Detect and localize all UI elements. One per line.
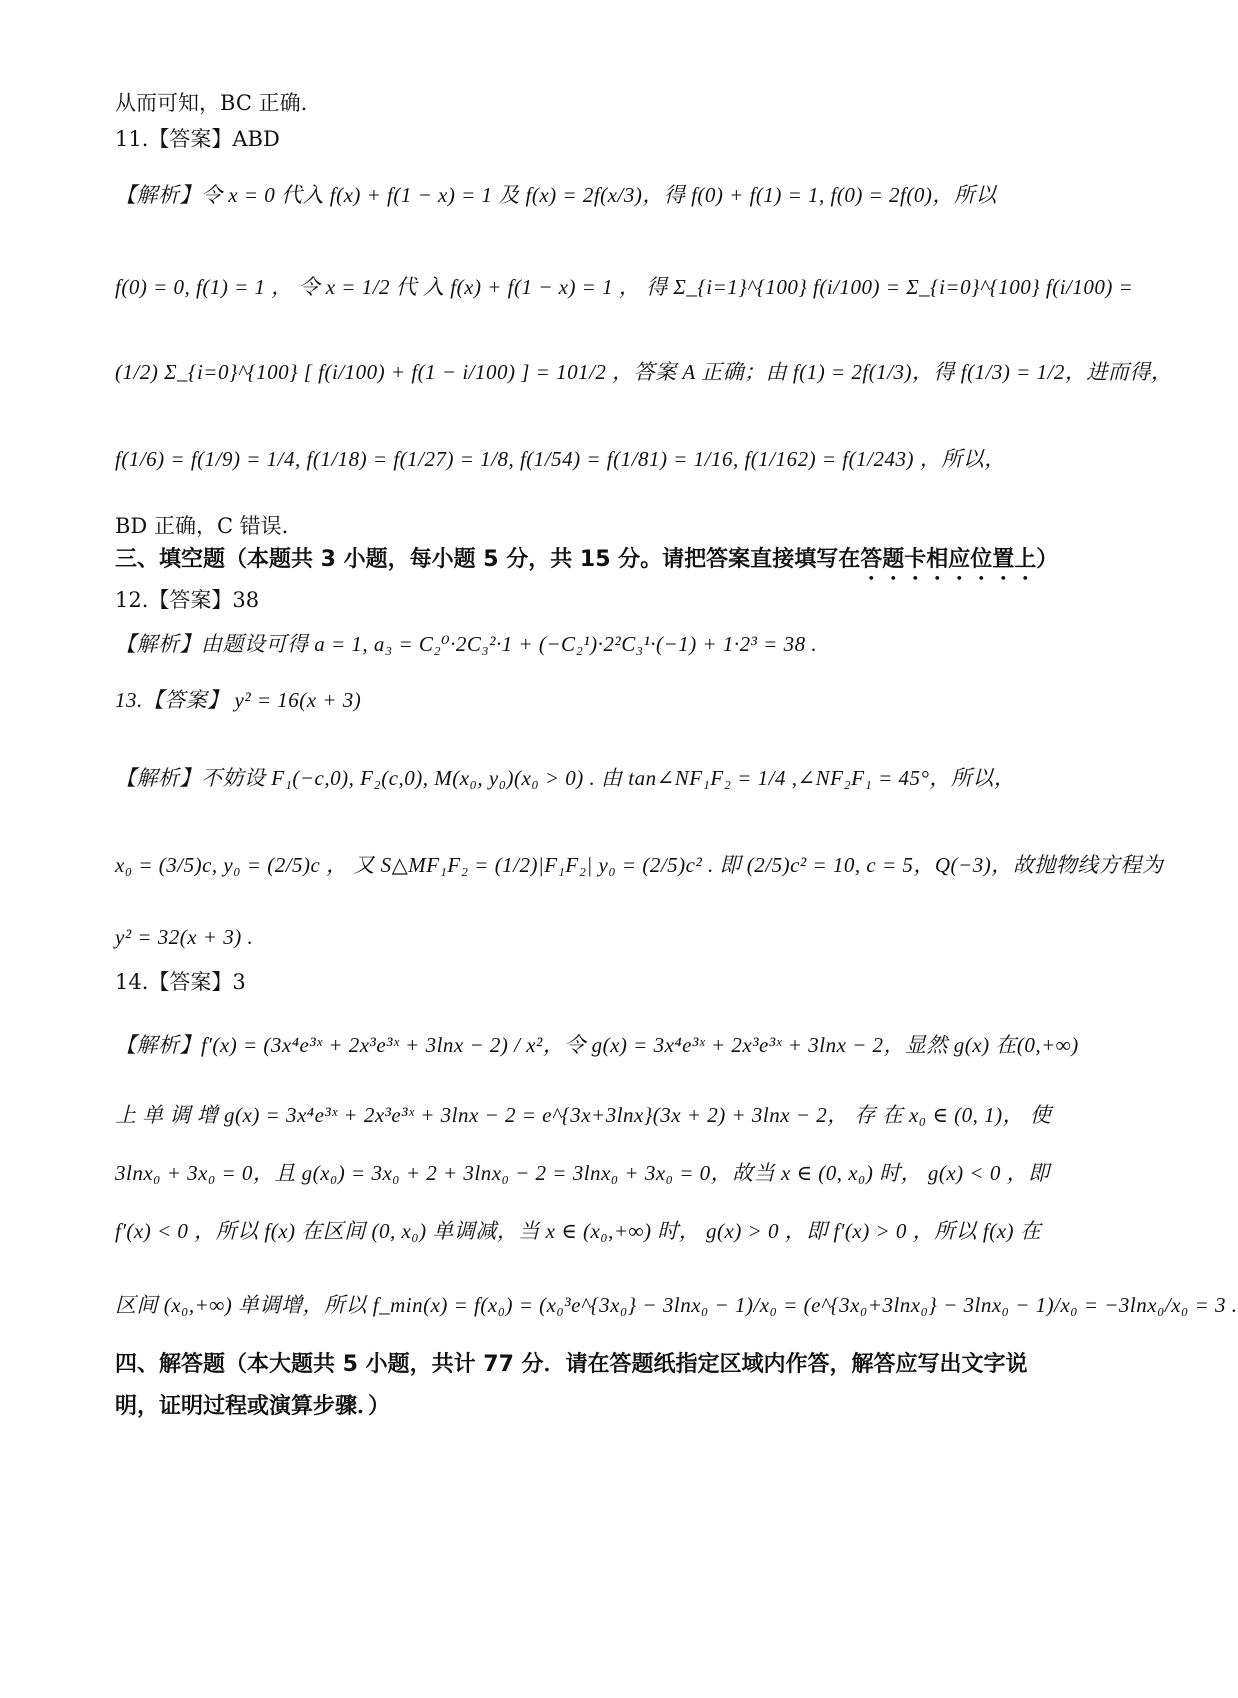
section-3-heading-text: 三、填空题（本题共 3 小题，每小题 5 分，共 15 分。请把答案直接填写在: [115, 547, 861, 572]
solution-14-line-5: 区间 (x₀,+∞) 单调增，所以 f_min(x) = f(x₀) = (x₀³e^{3x₀} − 3lnx₀ − 1)/x₀ = (e^{3x₀+3lnx₀} − 3lnx₀ − 1)/x₀ = −3lnx₀/x₀ = 3 .: [115, 1293, 1238, 1317]
solution-13-line-2: x₀ = (3/5)c, y₀ = (2/5)c ， 又 S△MF₁F₂ = (1/2)|F₁F₂| y₀ = (2/5)c² . 即 (2/5)c² = 10, c = 5，Q(−3)，故抛物线方程为: [115, 853, 1164, 877]
solution-13-line-1: 【解析】不妨设 F₁(−c,0), F₂(c,0), M(x₀, y₀)(x₀ > 0) . 由 tan∠NF₁F₂ = 1/4 ,∠NF₂F₁ = 45°，所以，: [115, 766, 1016, 790]
section-3-heading: [115, 545, 1100, 585]
section-3-heading-emphasis: 答题卡相应位置上: [860, 547, 1037, 572]
solution-11-conclusion: BD 正确，C 错误.: [115, 514, 289, 538]
solution-14-line-4: f′(x) < 0 ，所以 f(x) 在区间 (0, x₀) 单调减，当 x ∈ (x₀,+∞) 时， g(x) > 0 ，即 f′(x) > 0 ，所以 f(x) 在: [115, 1219, 1042, 1243]
solution-14-line-3: 3lnx₀ + 3x₀ = 0，且 g(x₀) = 3x₀ + 2 + 3lnx₀ − 2 = 3lnx₀ + 3x₀ = 0，故当 x ∈ (0, x₀) 时， g(x) < 0 ，即: [115, 1161, 1050, 1185]
solution-11-line-4: f(1/6) = f(1/9) = 1/4, f(1/18) = f(1/27) = 1/8, f(1/54) = f(1/81) = 1/16, f(1/162) = f(1/243) ，所以，: [115, 447, 1006, 471]
solution-11-line-1: 【解析】令 x = 0 代入 f(x) + f(1 − x) = 1 及 f(x) = 2f(x/3)，得 f(0) + f(1) = 1, f(0) = 2f(0)，所以: [115, 183, 997, 207]
section-4-heading-line-2: 明，证明过程或演算步骤．）: [115, 1394, 391, 1419]
section-3-heading-close: ）: [1036, 547, 1059, 572]
solution-11-line-3: (1/2) Σ_{i=0}^{100} [ f(i/100) + f(1 − i/100) ] = 101/2 ，答案 A 正确；由 f(1) = 2f(1/3)，得 f(1/3) = 1/2，进而得，: [115, 360, 1173, 384]
text-line: 从而可知，BC 正确.: [115, 91, 308, 115]
solution-13-line-3: y² = 32(x + 3) .: [115, 925, 254, 949]
section-4-heading-line-1: 四、解答题（本大题共 5 小题，共计 77 分．请在答题纸指定区域内作答，解答应写出文字说: [115, 1352, 1028, 1377]
answer-14-label: 14.【答案】3: [115, 970, 246, 994]
solution-14-line-1: 【解析】f′(x) = (3x⁴e³ˣ + 2x³e³ˣ + 3lnx − 2) / x²，令 g(x) = 3x⁴e³ˣ + 2x³e³ˣ + 3lnx − 2，显然 g(x) 在(0,+∞): [115, 1033, 1079, 1057]
answer-11-label: 11.【答案】ABD: [115, 127, 280, 151]
answer-13-label: 13.【答案】 y² = 16(x + 3): [115, 688, 362, 712]
solution-14-line-2: 上 单 调 增 g(x) = 3x⁴e³ˣ + 2x³e³ˣ + 3lnx − 2 = e^{3x+3lnx}(3x + 2) + 3lnx − 2， 存 在 x₀ ∈ (0, 1)， 使: [115, 1103, 1052, 1127]
solution-11-line-2: f(0) = 0, f(1) = 1 ， 令 x = 1/2 代 入 f(x) + f(1 − x) = 1 ， 得 Σ_{i=1}^{100} f(i/100) = Σ_{i=0}^{100} f(i/100) =: [115, 275, 1134, 299]
solution-12: 【解析】由题设可得 a = 1, a₃ = C₂⁰·2C₃²·1 + (−C₂¹)·2²C₃¹·(−1) + 1·2³ = 38 .: [115, 632, 818, 656]
answer-12-label: 12.【答案】38: [115, 588, 260, 612]
